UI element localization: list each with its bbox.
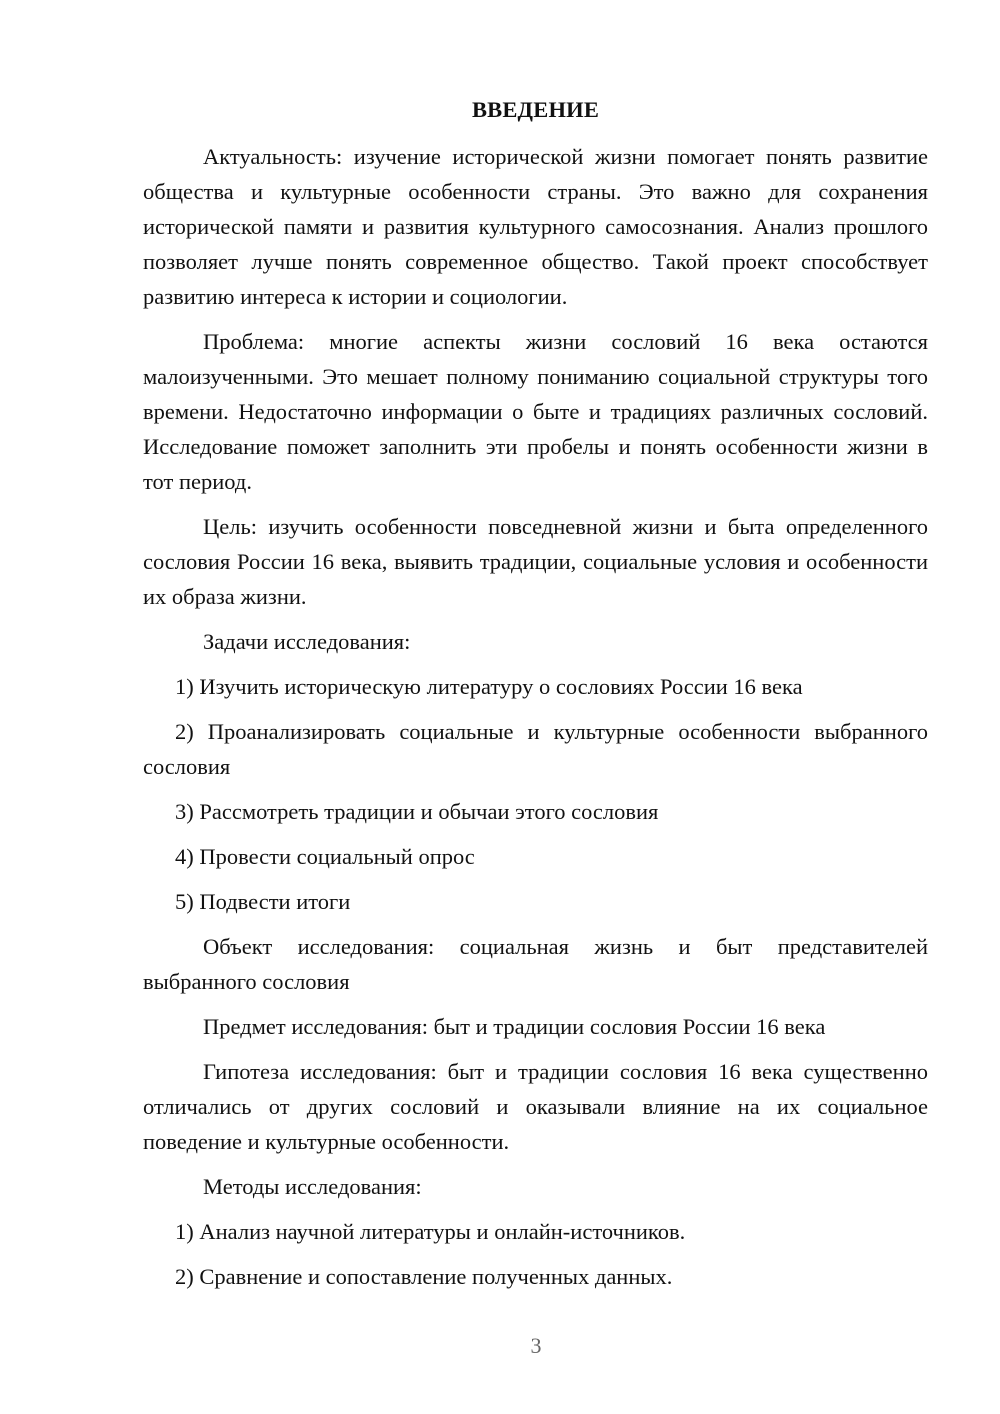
methods-heading: Методы исследования: <box>203 1174 422 1199</box>
method-item-1: 1) Анализ научной литературы и онлайн-источников. <box>175 1219 686 1244</box>
tasks-heading: Задачи исследования: <box>203 629 411 654</box>
task-item-2: 2) Проанализировать социальные и культурные особенности выбранного сословия <box>143 719 928 779</box>
task-item-5: 5) Подвести итоги <box>175 889 351 914</box>
method-item-2: 2) Сравнение и сопоставление полученных данных. <box>175 1264 673 1289</box>
task-item-1: 1) Изучить историческую литературу о сословиях России 16 века <box>175 674 803 699</box>
problem-paragraph: Проблема: многие аспекты жизни сословий 16 века остаются малоизученными. Это мешает полному пониманию социальной структуры того времени. Недостаточно информации о быте и традициях различных сословий. Исследование поможет заполнить эти пробелы и понять особенности жизни в тот период. <box>143 329 928 494</box>
task-item-4: 4) Провести социальный опрос <box>175 844 475 869</box>
page-content <box>143 92 928 1304</box>
object-paragraph: Объект исследования: социальная жизнь и быт представителей выбранного сословия <box>143 934 928 994</box>
page-number: 3 <box>530 1333 542 1358</box>
goal-paragraph: Цель: изучить особенности повседневной жизни и быта определенного сословия России 16 века, выявить традиции, социальные условия и особенности их образа жизни. <box>143 514 928 609</box>
task-item-3: 3) Рассмотреть традиции и обычаи этого сословия <box>175 799 659 824</box>
subject-paragraph: Предмет исследования: быт и традиции сословия России 16 века <box>203 1014 826 1039</box>
section-title: ВВЕДЕНИЕ <box>471 97 600 122</box>
hypothesis-paragraph: Гипотеза исследования: быт и традиции сословия 16 века существенно отличались от других сословий и оказывали влияние на их социальное поведение и культурные особенности. <box>143 1059 928 1154</box>
relevance-paragraph: Актуальность: изучение исторической жизни помогает понять развитие общества и культурные особенности страны. Это важно для сохранения исторической памяти и развития культурного самосознания. Анализ прошлого позволяет лучше понять современное общество. Такой проект способствует развитию интереса к истории и социологии. <box>143 144 928 309</box>
